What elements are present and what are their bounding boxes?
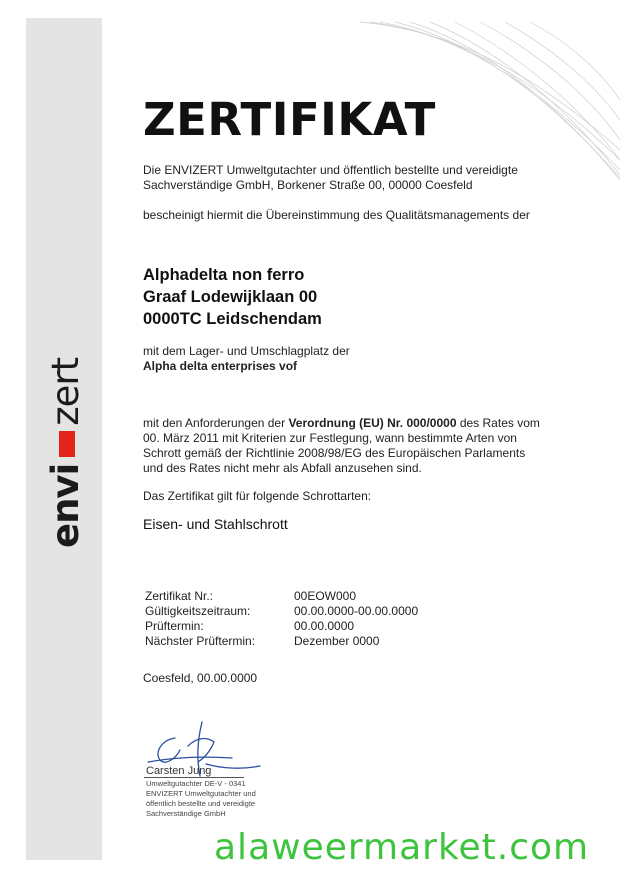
place-date: Coesfeld, 00.00.0000 xyxy=(143,671,258,685)
intro-line-1: Die ENVIZERT Umweltgutachter und öffentlich bestellte und vereidigte xyxy=(143,163,518,177)
detail-value: 00.00.0000 xyxy=(294,619,355,633)
detail-label: Gültigkeitszeitraum: xyxy=(145,604,251,618)
decorative-waves xyxy=(0,0,620,180)
page-title: ZERTIFIKAT xyxy=(143,93,436,146)
requirements-line-4: und des Rates nicht mehr als Abfall anzusehen sind. xyxy=(143,461,422,475)
requirements-line-3: Schrott gemäß der Richtlinie 2008/98/EG des Europäischen Parlaments xyxy=(143,446,526,460)
scrap-type: Eisen- und Stahlschrott xyxy=(143,516,288,532)
detail-value: 00.00.0000-00.00.0000 xyxy=(294,604,419,618)
validity-intro: Das Zertifikat gilt für folgende Schrottarten: xyxy=(143,489,372,503)
company-street: Graaf Lodewijklaan 00 xyxy=(143,288,318,306)
logo-text-zert: zert xyxy=(44,357,87,426)
intro-line-2: Sachverständige GmbH, Borkener Straße 00, 00000 Coesfeld xyxy=(143,178,473,192)
detail-row xyxy=(145,619,418,634)
watermark: alaweermarket.com xyxy=(214,827,590,868)
detail-value: 00EOW000 xyxy=(294,589,357,603)
statement-text: bescheinigt hiermit die Übereinstimmung des Qualitätsmanagements der xyxy=(143,208,530,222)
detail-value: Dezember 0000 xyxy=(294,634,380,648)
regulation-reference: Verordnung (EU) Nr. 000/0000 xyxy=(288,416,457,430)
detail-label: Zertifikat Nr.: xyxy=(145,589,214,603)
detail-row xyxy=(145,589,418,604)
signature-line xyxy=(144,777,244,778)
logo-red-bar xyxy=(59,431,75,457)
requirements-line-2: 00. März 2011 mit Kriterien zur Festlegung, wann bestimmte Arten von xyxy=(143,431,517,445)
requirements-post: des Rates vom xyxy=(456,416,540,430)
requirements-pre: mit den Anforderungen der xyxy=(143,416,289,430)
company-name: Alphadelta non ferro xyxy=(143,266,305,284)
detail-label: Prüftermin: xyxy=(145,619,204,633)
signatory-name: Carsten Jung xyxy=(146,765,212,777)
credential-line: öffentlich bestellte und vereidigte xyxy=(146,799,256,808)
company-city: 0000TC Leidschendam xyxy=(143,310,322,328)
detail-row xyxy=(145,634,418,649)
site-intro: mit dem Lager- und Umschlagplatz der xyxy=(143,344,350,358)
certificate-details xyxy=(145,589,418,649)
credential-line: ENVIZERT Umweltgutachter und xyxy=(146,789,256,798)
detail-label: Nächster Prüftermin: xyxy=(145,634,256,648)
credential-line: Sachverständige GmbH xyxy=(146,809,226,818)
site-name: Alpha delta enterprises vof xyxy=(143,359,298,373)
signatory-credentials xyxy=(146,779,306,819)
requirements-line-1 xyxy=(143,416,583,431)
envizert-logo xyxy=(44,318,87,548)
credential-line: Umweltgutachter DE-V - 0341 xyxy=(146,779,246,788)
logo-text-envi: envi xyxy=(44,463,87,548)
detail-row xyxy=(145,604,418,619)
